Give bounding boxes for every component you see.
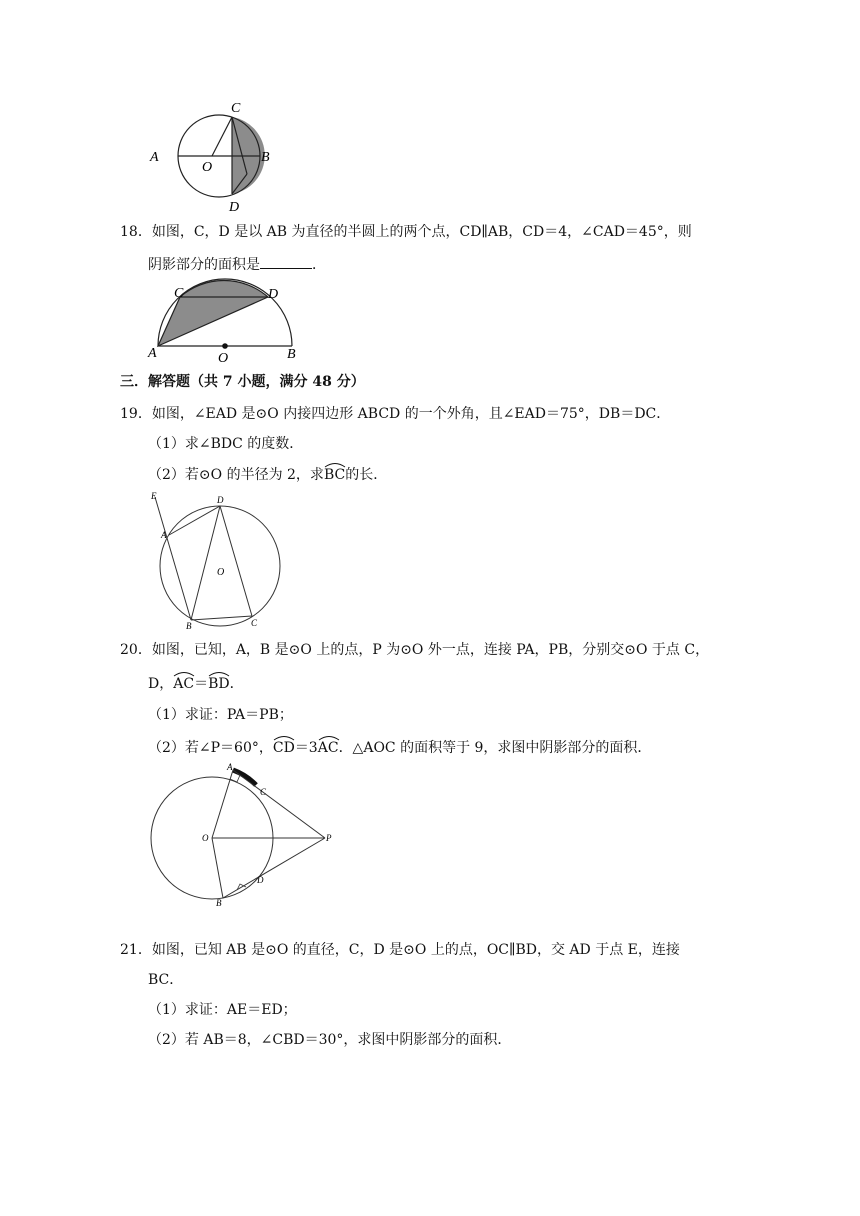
label-b: B [216, 898, 222, 908]
figure-19 [145, 490, 295, 630]
q18-text: 阴影部分的面积是 [148, 257, 260, 273]
q19-text-line1: 19．如图，∠EAD 是⊙O 内接四边形 ABCD 的一个外角，且∠EAD＝75°，DB＝DC． [120, 406, 671, 422]
label-c: C [174, 286, 184, 301]
q21-part2: （2）若 AB＝8，∠CBD＝30°，求图中阴影部分的面积． [148, 1032, 512, 1048]
label-d: D [229, 200, 240, 215]
label-c: C [251, 618, 258, 628]
arc-cd-label: CD [272, 740, 295, 756]
q19-part2 [148, 465, 387, 485]
section-title: 三．解答题（共 7 小题，满分 48 分） [120, 374, 365, 390]
q19-part2-pre: （2）若⊙O 的半径为 2，求 [148, 467, 324, 483]
label-o: O [202, 160, 213, 175]
q18-text-line1: 18．如图，C，D 是以 AB 为直径的半圆上的两个点，CD∥AB，CD＝4，∠CAD＝45°，则 [120, 224, 692, 240]
label-c: C [231, 101, 241, 116]
label-o: O [218, 351, 229, 366]
label-b: B [261, 150, 270, 165]
answer-blank [260, 254, 312, 269]
label-d: D [257, 875, 264, 885]
q20-line2-post: ． [229, 676, 244, 692]
figure-17 [140, 98, 280, 218]
label-a: A [148, 346, 157, 361]
label-o: O [217, 567, 225, 578]
label-o: O [202, 833, 209, 843]
label-c: C [260, 787, 267, 797]
figure-18 [145, 278, 305, 368]
arc-ac-2 [318, 738, 339, 758]
q21-text-line2: BC． [148, 972, 184, 988]
label-e: E [151, 491, 157, 501]
label-d: D [217, 495, 224, 505]
label-a: A [161, 530, 167, 540]
label-d: D [268, 287, 279, 302]
q18-text-end: ． [312, 257, 326, 273]
q20-text-line1: 20．如图，已知，A，B 是⊙O 上的点，P 为⊙O 外一点，连接 PA，PB，分别交⊙O 于点 C， [120, 642, 710, 658]
label-b: B [186, 621, 192, 630]
arc-ac-2-label: AC [317, 740, 339, 756]
q20-part1: （1）求证：PA＝PB； [148, 707, 293, 723]
label-a: A [150, 150, 159, 165]
q20-part2 [148, 738, 651, 758]
q21-text-line1: 21．如图，已知 AB 是⊙O 的直径，C，D 是⊙O 上的点，OC∥BD，交 AD 于点 E，连接 [120, 942, 680, 958]
arc-bc [324, 465, 345, 485]
q20-line2-eq: ＝ [194, 676, 209, 692]
arc-bd [208, 674, 230, 694]
q19-part1: （1）求∠BDC 的度数． [148, 436, 304, 452]
q21-part1: （1）求证：AE＝ED； [148, 1002, 297, 1018]
arc-ac-label: AC [173, 676, 195, 692]
q20-part2-post: ．△AOC 的面积等于 9，求图中阴影部分的面积． [338, 740, 652, 756]
q20-part2-mid: ＝3 [294, 740, 318, 756]
arc-bc-label: BC [323, 467, 346, 483]
arc-ac [173, 674, 194, 694]
q19-part2-post: 的长． [345, 467, 388, 483]
label-b: B [287, 347, 296, 362]
q18-text-line2 [148, 254, 326, 275]
q20-text-line2 [148, 674, 244, 694]
q20-line2-pre: D， [148, 676, 174, 692]
label-p: P [326, 833, 332, 843]
arc-cd [273, 738, 295, 758]
q20-part2-pre: （2）若∠P＝60°， [148, 740, 273, 756]
label-a: A [227, 762, 233, 772]
figure-20 [145, 760, 355, 910]
arc-bd-label: BD [208, 676, 230, 692]
